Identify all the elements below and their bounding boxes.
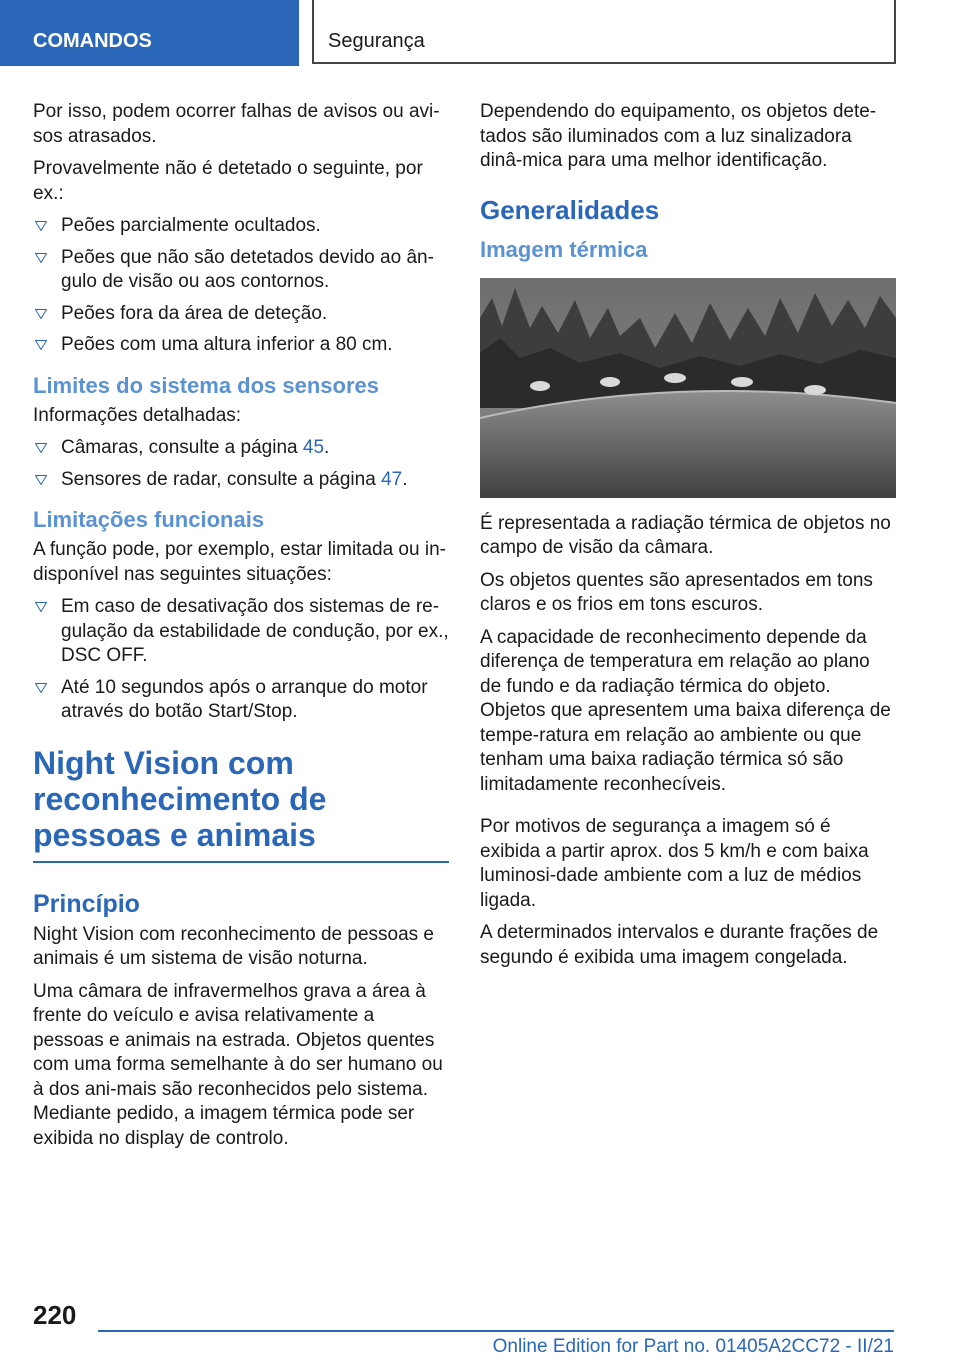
intro-paragraph: Provavelmente não é detetado o seguinte, por ex.: — [33, 158, 423, 204]
chapter-tab: COMANDOS — [0, 0, 299, 66]
paragraph: Os objetos quentes são apresentados em tons claros e os frios em tons escuros. — [480, 569, 873, 615]
right-column — [480, 100, 896, 978]
triangle-bullet-icon — [35, 253, 47, 263]
list-item: Sensores de radar, consulte a página 47. — [33, 468, 449, 493]
thermal-image-illustration — [480, 278, 896, 498]
section-title: Segurança — [312, 0, 896, 64]
paragraph: Night Vision com reconhecimento de pessoas e animais é um sistema de visão noturna. — [33, 923, 434, 969]
edition-footer: Online Edition for Part no. 01405A2CC72 - II/21 — [492, 1336, 894, 1357]
paragraph: Dependendo do equipamento, os objetos dete-tados são iluminados com a luz sinalizadora dinâ-mica para uma melhor identificação. — [480, 101, 877, 171]
functional-limits-list — [33, 595, 449, 725]
triangle-bullet-icon — [35, 475, 47, 485]
page-link[interactable]: 45 — [302, 437, 325, 458]
list-item: Em caso de desativação dos sistemas de re-gulação da estabilidade de condução, por ex., DSC OFF. — [33, 595, 449, 669]
paragraph: A função pode, por exemplo, estar limitada ou in-disponível nas seguintes situações: — [33, 539, 446, 585]
paragraph: A determinados intervalos e durante frações de segundo é exibida uma imagem congelada. — [480, 922, 879, 968]
list-item: Peões fora da área de deteção. — [33, 302, 449, 327]
sensor-links-list — [33, 436, 449, 492]
triangle-bullet-icon — [35, 443, 47, 453]
triangle-bullet-icon — [35, 602, 47, 612]
list-item: Peões parcialmente ocultados. — [33, 214, 449, 239]
triangle-bullet-icon — [35, 309, 47, 319]
paragraph: Uma câmara de infravermelhos grava a área à frente do veículo e avisa relativamente a pessoas e animais na estrada. Objetos quentes com uma forma semelhante à do ser humano ou à dos ani-mais são reconhecidos pelo sistema. Mediante pedido, a imagem térmica pode ser exibida no display de controlo. — [33, 980, 443, 1149]
footer-divider — [98, 1330, 894, 1332]
list-item: Até 10 segundos após o arranque do motor através do botão Start/Stop. — [33, 676, 449, 725]
paragraph: A capacidade de reconhecimento depende da diferença de temperatura em relação ao plano de fundo e da radiação térmica do objeto. Objetos que apresentem uma baixa diferença de tempe-ratura em relação ao ambiente ou que tenham uma baixa radiação térmica só são limitadamente reconhecíveis. — [480, 626, 891, 795]
general-heading: Generalidades — [480, 194, 660, 225]
limitations-list — [33, 214, 449, 358]
list-item: Peões com uma altura inferior a 80 cm. — [33, 333, 449, 358]
chapter-heading: Night Vision com reconhecimento de pessoas e animais — [33, 745, 449, 863]
principle-heading: Princípio — [33, 889, 140, 918]
list-item: Peões que não são detetados devido ao ân-gulo de visão ou aos contornos. — [33, 246, 449, 295]
left-column — [33, 100, 449, 1159]
thermal-image-heading: Imagem térmica — [480, 236, 648, 262]
triangle-bullet-icon — [35, 221, 47, 231]
intro-paragraph: Por isso, podem ocorrer falhas de avisos ou avi-sos atrasados. — [33, 101, 440, 147]
page-link[interactable]: 47 — [381, 468, 403, 490]
list-item: Câmaras, consulte a página 45. — [33, 436, 449, 461]
section-heading: Limitações funcionais — [33, 507, 265, 532]
triangle-bullet-icon — [35, 683, 47, 693]
paragraph: Por motivos de segurança a imagem só é exibida a partir aprox. dos 5 km/h e com baixa luminosi-dade ambiente com a luz de médios ligada. — [480, 816, 869, 911]
triangle-bullet-icon — [35, 340, 47, 350]
paragraph: É representada a radiação térmica de objetos no campo de visão da câmara. — [480, 512, 891, 558]
page-number: 220 — [33, 1300, 77, 1330]
section-heading: Limites do sistema dos sensores — [33, 372, 380, 398]
paragraph: Informações detalhadas: — [33, 404, 242, 426]
